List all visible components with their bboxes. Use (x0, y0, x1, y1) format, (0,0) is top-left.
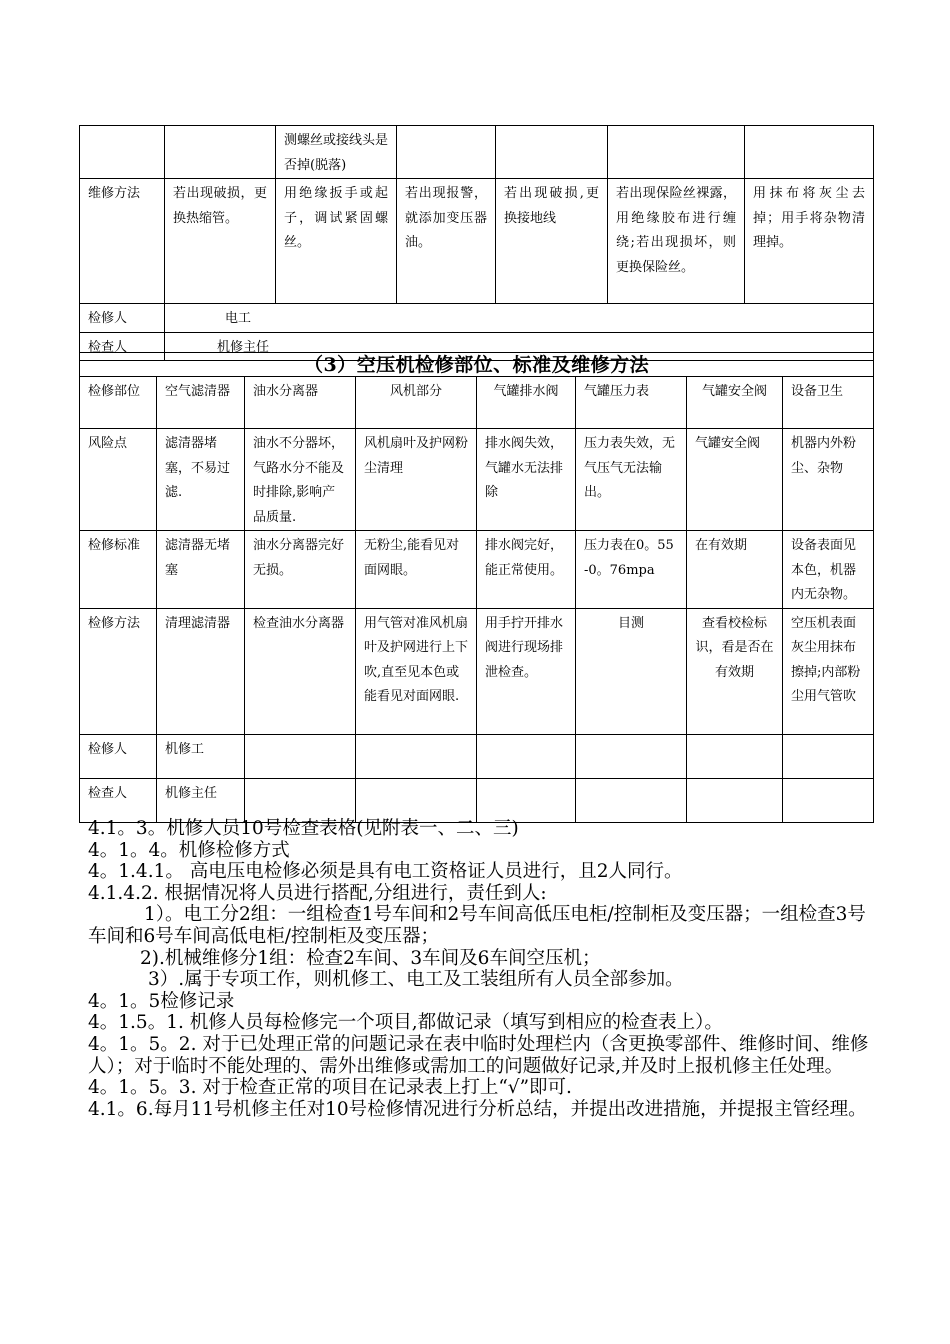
row-label: 检修人 (80, 304, 165, 333)
table-cell: 若出现破损,更换接地线 (496, 179, 608, 304)
paragraph: 4.1.4.2. 根据情况将人员进行搭配,分组进行，责任到人: (88, 882, 547, 904)
table-cell (477, 734, 576, 778)
table-cell (687, 778, 783, 822)
table-cell (576, 778, 687, 822)
paragraph: 1）。电工分2组：一组检查1号车间和2号车间高低压电柜/控制柜及变压器；一组检查3号车间和6号车间高低电柜/控制柜及变压器； (88, 904, 866, 947)
table-cell (245, 778, 356, 822)
paragraph: 4.1。6.每月11号机修主任对10号检修情况进行分析总结，并提出改进措施，并提报主管经理。 (88, 1098, 867, 1120)
row-label: 检修标准 (80, 531, 157, 609)
table-row (80, 126, 874, 179)
repairer-value: 电工 (165, 304, 874, 333)
table-cell: 油水不分器坏，气路水分不能及时排除,影响产品质量. (245, 429, 356, 531)
table-row (80, 734, 874, 778)
table-cell: 滤清器堵塞，不易过滤. (157, 429, 245, 531)
body-text (88, 818, 878, 1120)
table-cell: 目测 (576, 608, 687, 734)
paragraph: 4.1。3。机修人员10号检查表格(见附表一、二、三) (88, 818, 519, 839)
table-cell: 用抹布将灰尘去掉；用手将杂物清理掉。 (745, 179, 874, 304)
table-cell (165, 126, 276, 179)
table-cell (687, 734, 783, 778)
column-header: 空气滤清器 (157, 377, 245, 429)
table-cell: 无粉尘,能看见对面网眼。 (356, 531, 477, 609)
electrical-maintenance-table (79, 125, 874, 361)
row-label: 检查人 (80, 332, 165, 361)
row-label: 维修方法 (80, 179, 165, 304)
paragraph: 4。1.5。1. 机修人员每检修完一个项目,都做记录（填写到相应的检查表上）。 (88, 1012, 723, 1034)
table-cell: 油水分离器完好无损。 (245, 531, 356, 609)
table-cell: 用气管对准风机扇叶及护网进行上下吹,直至见本色或能看见对面网眼. (356, 608, 477, 734)
table-cell (496, 126, 608, 179)
table-cell (745, 126, 874, 179)
table-cell: 机器内外粉尘、杂物 (783, 429, 874, 531)
table-cell (356, 734, 477, 778)
column-header: 气罐压力表 (576, 377, 687, 429)
column-header: 检修部位 (80, 377, 157, 429)
column-header: 气罐排水阀 (477, 377, 576, 429)
paragraph: 4。1.4.1。 高电压电检修必须是具有电工资格证人员进行，且2人同行。 (88, 861, 683, 883)
table-cell (783, 778, 874, 822)
air-compressor-table (79, 352, 874, 823)
column-header: 风机部分 (356, 377, 477, 429)
section-title: （3）空压机检修部位、标准及维修方法 (80, 353, 874, 377)
table-cell: 测螺丝或接线头是否掉(脱落) (276, 126, 397, 179)
table-cell: 空压机表面灰尘用抹布擦掉;内部粉尘用气管吹 (783, 608, 874, 734)
table-cell: 在有效期 (687, 531, 783, 609)
table-row (80, 531, 874, 609)
table-cell: 用手拧开排水阀进行现场排泄检查。 (477, 608, 576, 734)
table-header-row (80, 377, 874, 429)
table-cell: 压力表在0。55-0。76mpa (576, 531, 687, 609)
table-cell: 清理滤清器 (157, 608, 245, 734)
column-header: 油水分离器 (245, 377, 356, 429)
column-header: 设备卫生 (783, 377, 874, 429)
table-cell (245, 734, 356, 778)
table-row (80, 304, 874, 333)
checker-value: 机修主任 (165, 332, 874, 361)
table-cell: 用绝缘扳手或起子，调试紧固螺丝。 (276, 179, 397, 304)
table-cell: 若出现破损，更换热缩管。 (165, 179, 276, 304)
table-cell (783, 734, 874, 778)
row-label: 检修人 (80, 734, 157, 778)
paragraph: 4。1。5。2. 对于已处理正常的问题记录在表中临时处理栏内（含更换零部件、维修时间、维修人）；对于临时不能处理的、需外出维修或需加工的问题做好记录,并及时上报机修主任处理。 (88, 1033, 869, 1077)
table-cell: 压力表失效，无气压气无法输出。 (576, 429, 687, 531)
paragraph: 4。1。5检修记录 (88, 990, 235, 1012)
table-row (80, 608, 874, 734)
table-cell (608, 126, 745, 179)
table-cell: 检查油水分离器 (245, 608, 356, 734)
table-cell (397, 126, 496, 179)
table-cell: 排水阀失效，气罐水无法排除 (477, 429, 576, 531)
table-row (80, 429, 874, 531)
table-cell: 风机扇叶及护网粉尘清理 (356, 429, 477, 531)
table-cell: 若出现保险丝裸露，用绝缘胶布进行缠绕;若出现损坏，则更换保险丝。 (608, 179, 745, 304)
table-row (80, 778, 874, 822)
paragraph: 4。1。4。机修检修方式 (88, 839, 290, 861)
row-label: 检修方法 (80, 608, 157, 734)
table-cell: 若出现报警，就添加变压器油。 (397, 179, 496, 304)
table-cell (477, 778, 576, 822)
table-cell: 查看校检标识，看是否在有效期 (687, 608, 783, 734)
table-cell: 机修主任 (157, 778, 245, 822)
table-cell (80, 126, 165, 179)
row-label: 检查人 (80, 778, 157, 822)
table-row (80, 179, 874, 304)
table-cell: 机修工 (157, 734, 245, 778)
paragraph: 3）.属于专项工作，则机修工、电工及工装组所有人员全部参加。 (148, 969, 684, 991)
paragraph: 2).机械维修分1组：检查2车间、3车间及6车间空压机； (140, 947, 601, 969)
table-cell (576, 734, 687, 778)
table-row (80, 353, 874, 377)
paragraph: 4。1。5。3. 对于检查正常的项目在记录表上打上“√”即可. (88, 1077, 572, 1099)
table-cell (356, 778, 477, 822)
table-cell: 排水阀完好，能正常使用。 (477, 531, 576, 609)
table-cell: 气罐安全阀 (687, 429, 783, 531)
table-cell: 设备表面见本色，机器内无杂物。 (783, 531, 874, 609)
column-header: 气罐安全阀 (687, 377, 783, 429)
row-label: 风险点 (80, 429, 157, 531)
table-cell: 滤清器无堵塞 (157, 531, 245, 609)
